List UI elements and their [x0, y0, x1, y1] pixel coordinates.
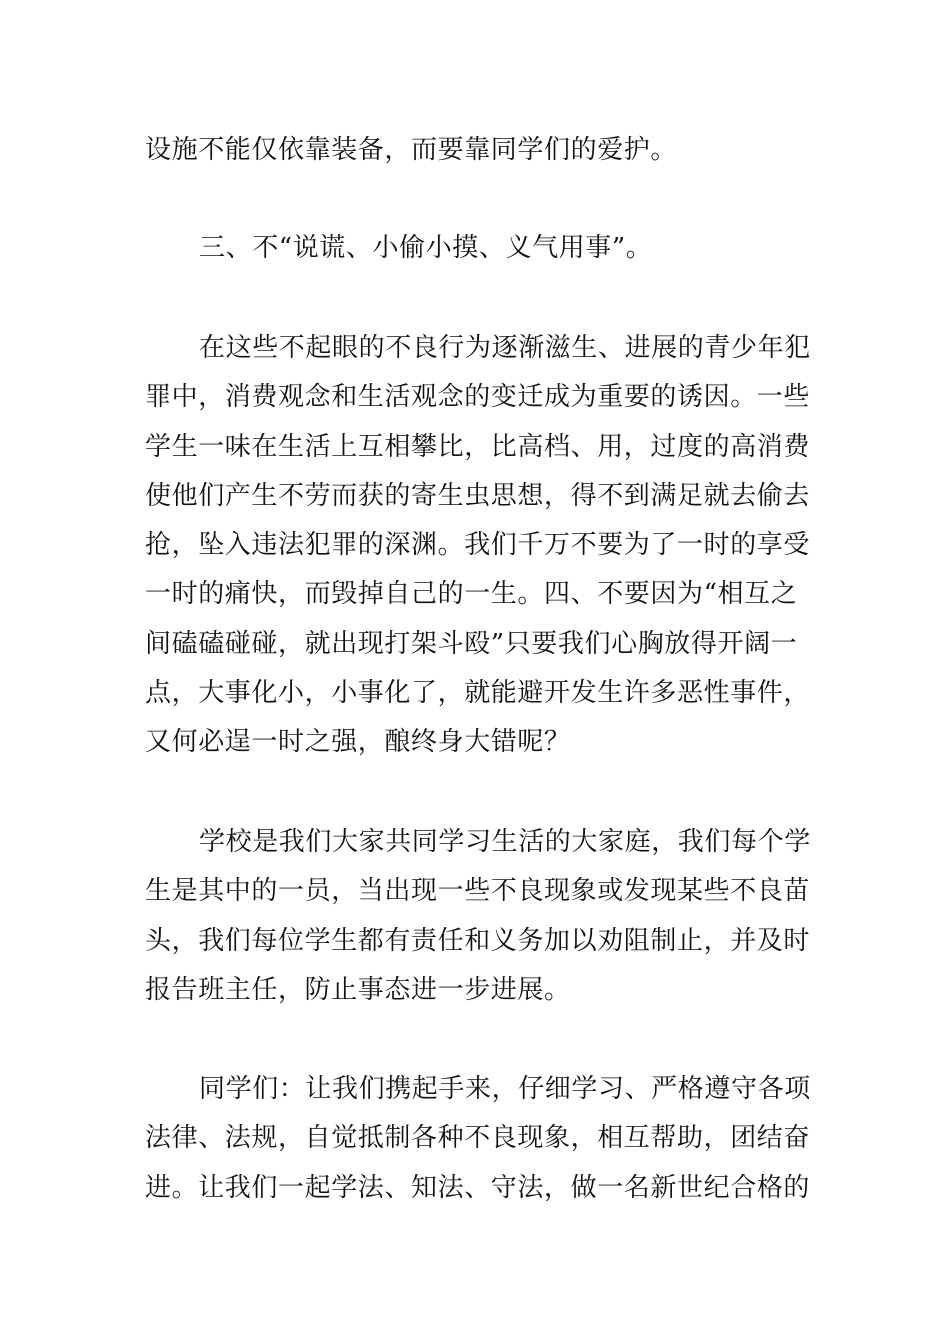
paragraph-4 [145, 818, 810, 1015]
text-line: 罪中，消费观念和生活观念的变迁成为重要的诱因。一些 [145, 382, 811, 413]
text-line: 头，我们每位学生都有责任和义务加以劝阻制止，并及时 [145, 925, 811, 956]
text-line: 间磕磕碰碰，就出现打架斗殴”只要我们心胸放得开阔一 [145, 628, 798, 659]
paragraph-1 [145, 126, 810, 175]
text-line: 在这些不起眼的不良行为逐渐滋生、进展的青少年犯 [199, 333, 811, 363]
text-line: 点，大事化小，小事化了，就能避开发生许多恶性事件， [145, 678, 811, 709]
text-line: 又何必逞一时之强，酿终身大错呢？ [145, 727, 571, 758]
text-line: 法律、法规，自觉抵制各种不良现象，相互帮助，团结奋 [145, 1123, 811, 1154]
text-line: 一时的痛快，而毁掉自己的一生。四、不要因为“相互之 [145, 579, 798, 610]
paragraph-5 [145, 1065, 810, 1213]
paragraph-2-heading [145, 224, 810, 273]
text-line: 抢，坠入违法犯罪的深渊。我们千万不要为了一时的享受 [145, 530, 811, 561]
text-line: 三、不“说谎、小偷小摸、义气用事”。 [199, 233, 653, 263]
paragraph-3 [145, 324, 810, 768]
text-line: 学生一味在生活上互相攀比，比高档、用，过度的高消费 [145, 431, 811, 462]
text-line: 报告班主任，防止事态进一步进展。 [145, 974, 571, 1005]
text-line: 学校是我们大家共同学习生活的大家庭，我们每个学 [199, 827, 811, 857]
text-line: 生是其中的一员，当出现一些不良现象或发现某些不良苗 [145, 876, 811, 907]
text-line: 使他们产生不劳而获的寄生虫思想，得不到满足就去偷去 [145, 480, 811, 511]
text-line: 同学们：让我们携起手来，仔细学习、严格遵守各项 [199, 1074, 811, 1104]
text-line: 设施不能仅依靠装备，而要靠同学们的爱护。 [145, 135, 678, 165]
text-line: 进。让我们一起学法、知法、守法，做一名新世纪合格的 [145, 1172, 811, 1203]
